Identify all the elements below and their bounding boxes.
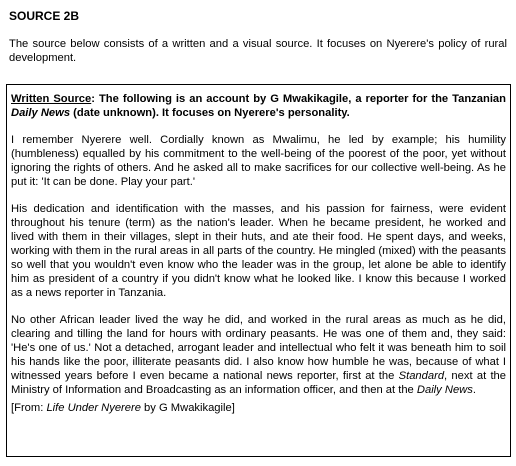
paragraph-2: His dedication and identification with the masses, and his passion for fairness, were evident throughout his tenure (term) as the nation's leader. When he became president, he worked and lived with them in their villages, slept in their huts, and ate their food. He spent days, and weeks, working with them in the rural areas in all parts of the country. He mingled (mixed) with the peasants so well that you wouldn't even know who the leader was in the group, let alone be able to identify him as president of a country if you didn't know what he looked like. I know this because I worked as a news reporter in Tanzania.	[11, 203, 506, 299]
heading-newspaper: Daily News	[11, 107, 71, 119]
paragraph-3	[11, 313, 506, 397]
source-intro: The source below consists of a written and a visual source. It focuses on Nyerere's policy of rural development.	[9, 38, 507, 64]
heading-text-2: (date unknown). It focuses on Nyerere's personality.	[70, 107, 350, 119]
paragraph-3-text-3: .	[472, 384, 476, 396]
paragraph-3-text-1: No other African leader lived the way he did, and worked in the rural areas as much as he did, clearing and tilling the land for hours with ordinary peasants. He was one of them and, they said: 'He's one of us.' Not a detached, arrogant leader and intellectual who felt it was beneath him to soil his hands like the poor, illiterate peasants did. I also know how humble he was, because of what I witnessed years before I even became a national news reporter, first at the	[11, 314, 506, 382]
attribution-prefix: [From:	[11, 402, 47, 414]
paragraph-3-text-2: , next at the Ministry of Information and Broadcasting as an information officer, and then at the	[11, 370, 507, 396]
paragraph-1: I remember Nyerere well. Cordially known as Mwalimu, he led by example; his humility (humbleness) equalled by his commitment to the well-being of the poorest of the poor, yet without ignoring the rights of others. And he asked all to make sacrifices for our collective well-being. As he put it: 'It can be done. Play your part.'	[11, 134, 506, 188]
written-source-heading	[11, 92, 506, 120]
written-source-box	[6, 84, 511, 457]
heading-text-1: : The following is an account by G Mwakikagile, a reporter for the Tanzanian	[91, 93, 506, 105]
attribution	[11, 401, 506, 415]
paragraph-3-daily-news: Daily News	[416, 384, 473, 396]
written-source-label: Written Source	[11, 93, 92, 105]
source-title: SOURCE 2B	[9, 9, 80, 23]
attribution-book: Life Under Nyerere	[46, 402, 141, 414]
paragraph-3-standard: Standard	[398, 370, 445, 382]
attribution-suffix: by G Mwakikagile]	[140, 402, 235, 414]
